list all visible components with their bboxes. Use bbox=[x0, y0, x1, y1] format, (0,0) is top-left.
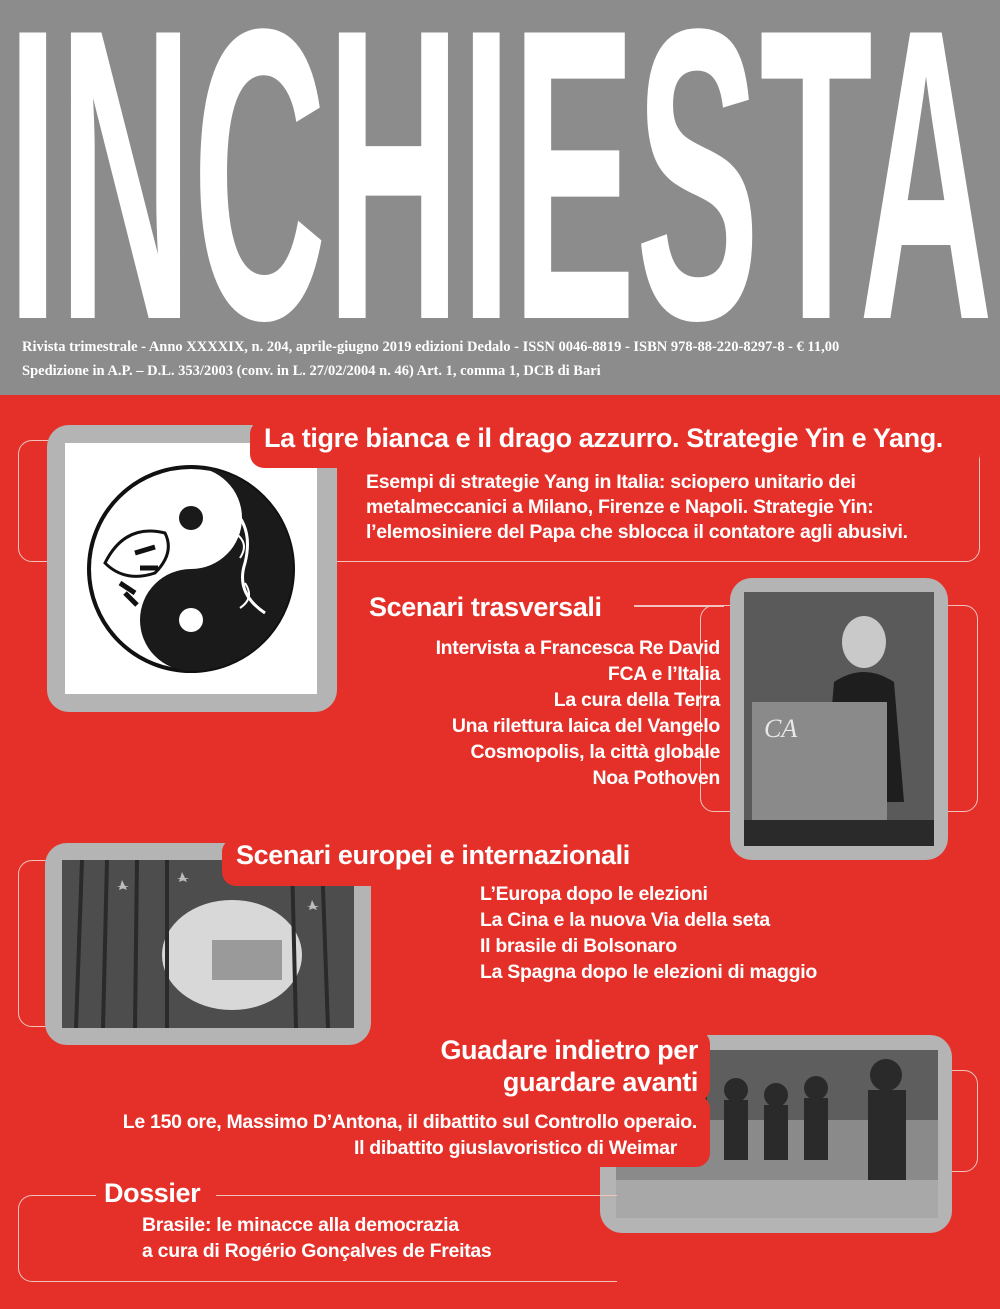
section3-item-1: L’Europa dopo le elezioni bbox=[480, 883, 708, 905]
tiger-dragon-image bbox=[65, 443, 317, 694]
section2-rule bbox=[634, 605, 724, 607]
speaker-photo bbox=[744, 592, 934, 846]
dossier-line-2: a cura di Rogério Gonçalves de Freitas bbox=[142, 1240, 492, 1262]
section1-heading: La tigre bianca e il drago azzurro. Strategie Yin e Yang. bbox=[264, 423, 943, 453]
section1-line-1: Esempi di strategie Yang in Italia: sciopero unitario dei bbox=[366, 471, 856, 493]
section2-item-1: Intervista a Francesca Re David bbox=[435, 637, 720, 659]
section1-line-2: metalmeccanici a Milano, Firenze e Napoli. Strategie Yin: bbox=[366, 496, 874, 518]
section1-line-3: l’elemosiniere del Papa che sblocca il contatore agli abusivi. bbox=[366, 521, 908, 543]
svg-text:INCHIESTA: INCHIESTA bbox=[7, 6, 993, 328]
section2-item-3: La cura della Terra bbox=[553, 689, 720, 711]
speaker-photo-card bbox=[730, 578, 948, 860]
section4-heading-line-1: Guadare indietro per bbox=[440, 1035, 698, 1065]
section3-item-2: La Cina e la nuova Via della seta bbox=[480, 909, 770, 931]
section2-item-6: Noa Pothoven bbox=[592, 767, 720, 789]
section4-line-2: Il dibattito giuslavoristico di Weimar bbox=[353, 1137, 677, 1159]
svg-text:CA: CA bbox=[764, 714, 798, 743]
section3-heading: Scenari europei e internazionali bbox=[236, 840, 630, 870]
publication-info-line-1: Rivista trimestrale - Anno XXXXIX, n. 204, aprile-giugno 2019 edizioni Dedalo - ISSN 0046-8819 - ISBN 978-88-220-8297-8 - € 11,00 bbox=[22, 339, 840, 355]
dossier-heading: Dossier bbox=[104, 1178, 201, 1208]
section3-item-3: Il brasile di Bolsonaro bbox=[480, 935, 677, 957]
publication-info-line-2: Spedizione in A.P. – D.L. 353/2003 (conv. in L. 27/02/2004 n. 46) Art. 1, comma 1, DCB di Bari bbox=[22, 363, 601, 379]
section2-item-4: Una rilettura laica del Vangelo bbox=[451, 715, 720, 737]
dossier-line-1: Brasile: le minacce alla democrazia bbox=[142, 1214, 459, 1236]
section4-heading-line-2: guardare avanti bbox=[502, 1067, 698, 1097]
section2-heading: Scenari trasversali bbox=[369, 592, 602, 622]
tiger-dragon-card bbox=[47, 425, 337, 712]
section2-item-2: FCA e l’Italia bbox=[607, 663, 720, 685]
section2-item-5: Cosmopolis, la città globale bbox=[470, 741, 720, 763]
section3-item-4: La Spagna dopo le elezioni di maggio bbox=[480, 961, 817, 983]
section4-line-1: Le 150 ore, Massimo D’Antona, il dibattito sul Controllo operaio. bbox=[122, 1111, 697, 1133]
masthead-band bbox=[0, 0, 1000, 395]
magazine-title bbox=[0, 6, 1000, 328]
